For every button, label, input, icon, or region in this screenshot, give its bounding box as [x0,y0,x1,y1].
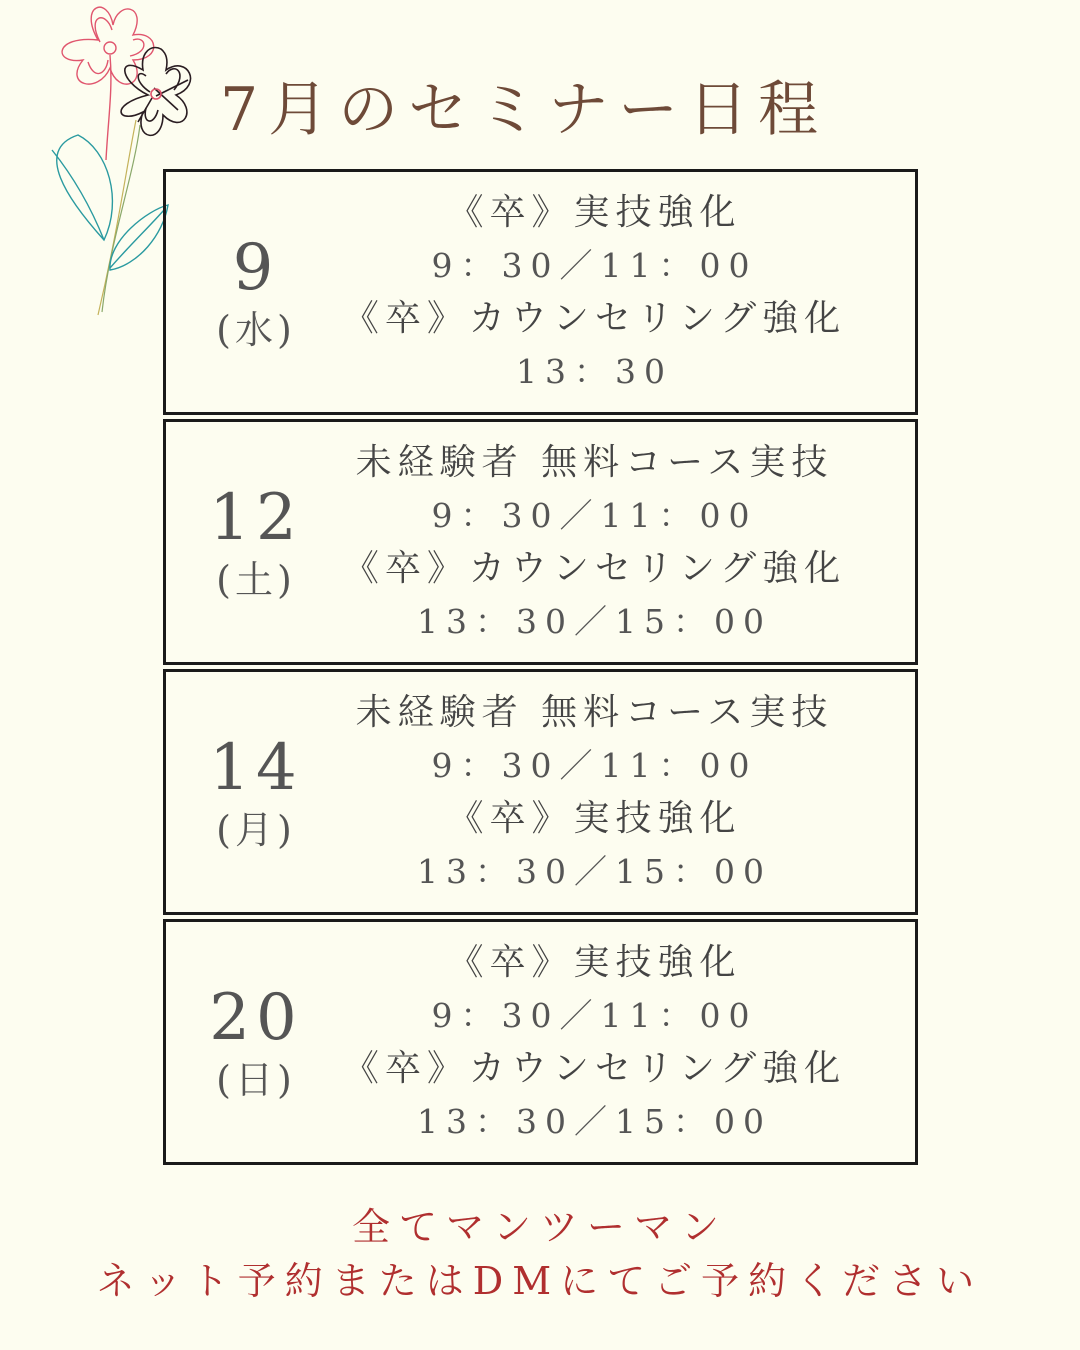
day-number: 9 [232,231,280,305]
day-number: 12 [209,481,303,555]
event-title: 《卒》カウンセリング強化 [342,548,847,589]
event-time: 13：30／15：00 [417,852,772,891]
weekday-label: (水) [216,308,296,352]
schedule-row [163,669,918,915]
event-title: 《卒》実技強化 [447,798,742,839]
event-title: 《卒》実技強化 [447,942,742,983]
event-time: 13：30／15：00 [417,602,772,641]
schedule-row [163,169,918,415]
weekday-label: (月) [216,808,296,852]
event-time: 13：30／15：00 [417,1102,772,1141]
footer-line-1: 全てマンツーマン [351,1205,728,1249]
event-time: 13：30 [516,352,673,391]
stems [98,120,140,315]
event-title: 《卒》カウンセリング強化 [342,298,847,339]
date-cell [166,172,346,412]
event-time: 9：30／11：00 [431,746,758,785]
date-cell [166,922,346,1162]
weekday-label: (日) [216,1058,296,1102]
event-time: 9：30／11：00 [431,496,758,535]
footer-line-2: ネット予約またはDMにてご予約ください [96,1259,984,1303]
event-time: 9：30／11：00 [431,996,758,1035]
event-title: 未経験者 無料コース実技 [355,692,834,733]
day-number: 20 [209,981,303,1055]
teal-leaves [52,135,168,270]
date-cell [166,422,346,662]
day-number: 14 [209,731,303,805]
events-cell [336,922,853,1162]
schedule-row [163,419,918,665]
weekday-label: (土) [216,558,296,602]
event-title: 《卒》カウンセリング強化 [342,1048,847,1089]
events-cell [336,672,853,912]
date-cell [166,672,346,912]
footer-note [0,1200,1080,1308]
event-title: 未経験者 無料コース実技 [355,442,834,483]
schedule-table [163,169,918,1169]
page-title: 7月のセミナー日程 [220,75,829,145]
events-cell [336,422,853,662]
event-title: 《卒》実技強化 [447,192,742,233]
schedule-row [163,919,918,1165]
events-cell [336,172,853,412]
dark-flower [121,48,190,136]
event-time: 9：30／11：00 [431,246,758,285]
